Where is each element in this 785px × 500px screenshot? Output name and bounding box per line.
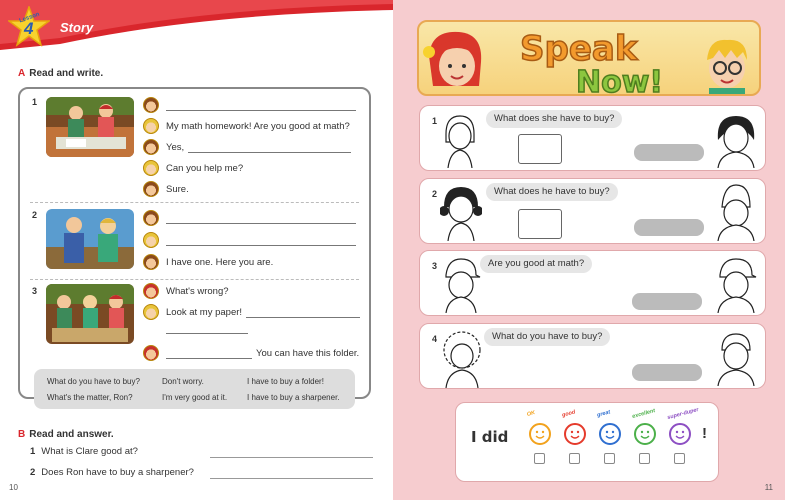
dialogue-line xyxy=(143,139,351,155)
story-illustration-2 xyxy=(46,209,134,269)
question-row xyxy=(30,467,194,478)
question-text: What is Clare good at? xyxy=(41,446,138,457)
speak-card xyxy=(419,105,766,171)
dialogue-text: Can you help me? xyxy=(166,162,244,174)
speak-now-title xyxy=(514,24,694,96)
section-b-heading xyxy=(18,429,114,440)
dialogue-text: I have one. Here you are. xyxy=(166,256,274,268)
avatar xyxy=(143,181,159,197)
question-bubble: Are you good at math? xyxy=(480,255,592,273)
dialogue-line xyxy=(143,283,229,299)
dialogue-text: My math homework! Are you good at math? xyxy=(166,120,350,132)
dialogue-text: What's wrong? xyxy=(166,285,229,297)
page-number: 10 xyxy=(9,483,18,492)
story-illustration-3 xyxy=(46,284,134,344)
avatar xyxy=(143,118,159,134)
question-bubble: What does he have to buy? xyxy=(486,183,618,201)
panel-number: 1 xyxy=(32,97,38,107)
rating-checkbox[interactable] xyxy=(604,453,615,464)
banner-title-line-1: Speak xyxy=(520,29,638,69)
dialogue-line xyxy=(166,320,248,336)
rating-checkbox[interactable] xyxy=(674,453,685,464)
woman-face-icon xyxy=(712,110,760,168)
avatar xyxy=(143,139,159,155)
avatar xyxy=(143,283,159,299)
dialogue-line xyxy=(143,97,356,113)
smiley-face-icon xyxy=(529,423,551,445)
word-bank-item: I'm very good at it. xyxy=(162,393,228,402)
avatar xyxy=(143,210,159,226)
section-a-heading xyxy=(18,68,103,79)
rating-label: good xyxy=(561,409,577,419)
word-bank-item: What's the matter, Ron? xyxy=(47,393,133,402)
dialogue-text: Yes, xyxy=(166,141,185,153)
hint-picture-icon xyxy=(518,209,562,239)
girl-face-icon xyxy=(440,112,480,168)
lesson-number: 4 xyxy=(24,19,34,38)
smiley-face-icon xyxy=(599,423,621,445)
page-number: 11 xyxy=(764,483,773,492)
card-number: 3 xyxy=(432,261,438,271)
speak-now-banner xyxy=(417,20,761,96)
panel-number: 3 xyxy=(32,286,38,296)
rating-label: OK xyxy=(526,410,536,418)
card-number: 2 xyxy=(432,189,438,199)
word-bank-item: I have to buy a folder! xyxy=(247,377,324,386)
answer-bubble[interactable] xyxy=(632,364,702,381)
story-illustration-1 xyxy=(46,97,134,157)
avatar xyxy=(143,97,159,113)
self-check-box xyxy=(455,402,719,482)
answer-blank[interactable] xyxy=(166,348,252,359)
rating-checkbox[interactable] xyxy=(534,453,545,464)
lesson-word: Lesson xyxy=(18,11,41,25)
dialogue-line xyxy=(143,345,359,361)
dialogue-text: You can have this folder. xyxy=(256,347,360,359)
avatar xyxy=(143,345,159,361)
dialogue-line xyxy=(143,181,189,197)
rating-checkbox[interactable] xyxy=(569,453,580,464)
dialogue-line xyxy=(143,254,273,270)
right-page xyxy=(393,0,785,500)
curly-girl-face-icon xyxy=(440,328,484,388)
card-number: 4 xyxy=(432,334,438,344)
girl-illustration xyxy=(421,26,491,96)
rating-label: great xyxy=(596,409,612,419)
hint-picture-icon xyxy=(518,134,562,164)
answer-blank[interactable] xyxy=(246,307,360,318)
lesson-header-banner xyxy=(0,0,393,50)
section-a-letter: A xyxy=(18,68,26,79)
answer-bubble[interactable] xyxy=(634,144,704,161)
word-bank xyxy=(34,369,355,409)
boy-beanie-face-icon xyxy=(712,181,760,241)
rating-label: excellent xyxy=(631,408,656,420)
answer-blank[interactable] xyxy=(166,323,248,334)
banner-title-line-2: Now! xyxy=(576,65,664,96)
speak-card xyxy=(419,323,766,389)
answer-blank[interactable] xyxy=(166,100,356,111)
section-a-title: Read and write. xyxy=(29,68,104,79)
dialogue-line xyxy=(143,160,243,176)
avatar xyxy=(143,304,159,320)
self-check-end: ! xyxy=(702,425,707,442)
question-bubble: What do you have to buy? xyxy=(484,328,610,346)
avatar xyxy=(143,160,159,176)
word-bank-item: I have to buy a sharpener. xyxy=(247,393,340,402)
speak-card xyxy=(419,250,766,316)
question-number: 2 xyxy=(30,467,36,478)
girl-face-icon xyxy=(440,183,482,241)
dialogue-text: Look at my paper! xyxy=(166,306,243,318)
page-title: Story xyxy=(60,20,94,35)
answer-line[interactable] xyxy=(210,478,373,479)
answer-bubble[interactable] xyxy=(632,293,702,310)
dialogue-line xyxy=(143,118,350,134)
smiley-face-icon xyxy=(564,423,586,445)
card-number: 1 xyxy=(432,116,438,126)
boy-cap-face-icon xyxy=(440,255,482,313)
section-b-title: Read and answer. xyxy=(29,429,114,440)
avatar xyxy=(143,254,159,270)
smiley-face-icon xyxy=(669,423,691,445)
answer-line[interactable] xyxy=(210,457,373,458)
question-row xyxy=(30,446,138,457)
question-text: Does Ron have to buy a sharpener? xyxy=(41,467,194,478)
girl-cap-face-icon xyxy=(712,255,760,313)
answer-blank[interactable] xyxy=(188,142,351,153)
boy-illustration xyxy=(695,30,759,96)
rating-checkbox[interactable] xyxy=(639,453,650,464)
word-bank-item: Don't worry. xyxy=(162,377,204,386)
speak-card xyxy=(419,178,766,244)
avatar xyxy=(143,232,159,248)
word-bank-item: What do you have to buy? xyxy=(47,377,140,386)
question-number: 1 xyxy=(30,446,36,457)
answer-blank[interactable] xyxy=(166,213,356,224)
dialogue-line xyxy=(143,232,356,248)
panel-number: 2 xyxy=(32,210,38,220)
answer-blank[interactable] xyxy=(166,235,356,246)
answer-bubble[interactable] xyxy=(634,219,704,236)
boy-face-icon xyxy=(712,328,760,386)
dialogue-line xyxy=(143,210,356,226)
section-b-letter: B xyxy=(18,429,26,440)
dialogue-text: Sure. xyxy=(166,183,189,195)
smiley-face-icon xyxy=(634,423,656,445)
rating-label: super-duper xyxy=(666,406,700,422)
self-check-label: I did xyxy=(471,428,509,446)
question-bubble: What does she have to buy? xyxy=(486,110,622,128)
dialogue-line xyxy=(143,304,360,320)
